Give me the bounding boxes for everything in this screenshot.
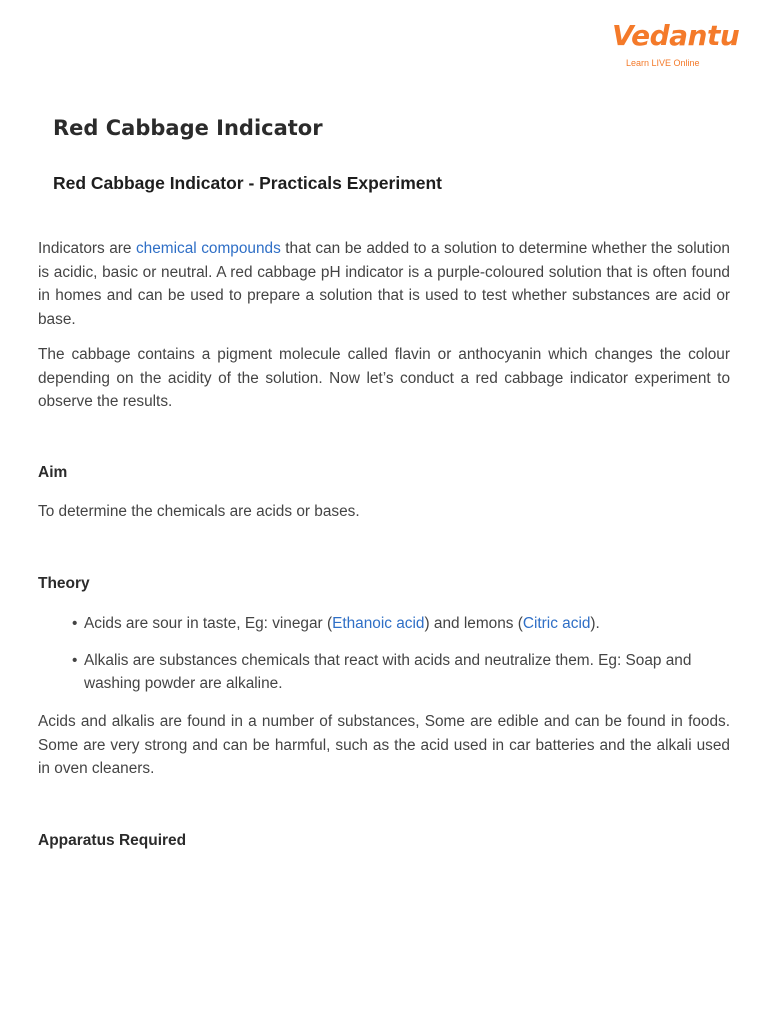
logo-wordmark: Vedantu xyxy=(612,19,740,52)
cabbage-paragraph: The cabbage contains a pigment molecule called flavin or anthocyanin which changes the colour depending on the acidity of the solution. Now let’s conduct a red cabbage indicator experiment to observe the results. xyxy=(38,346,730,410)
aim-text: To determine the chemicals are acids or bases. xyxy=(38,503,360,520)
theory-heading: Theory xyxy=(38,575,90,592)
bullet-icon: • xyxy=(72,615,78,632)
list-item xyxy=(72,612,730,636)
intro-text-start: Indicators are xyxy=(38,240,136,257)
intro-text-end: that can be added to a solution to determine whether the solution is acidic, basic or neutral. A red cabbage pH indicator is a purple-coloured solution that is often found in homes and can be used to prepare a solution that is used to test whether substances are acid or base. xyxy=(38,240,730,328)
bullet-text: Acids are sour in taste, Eg: vinegar ( xyxy=(84,615,333,632)
intro-paragraph xyxy=(38,237,730,331)
page-title: Red Cabbage Indicator xyxy=(53,116,323,140)
theory-list xyxy=(72,612,730,696)
bullet-text: ) and lemons ( xyxy=(424,615,523,632)
apparatus-heading: Apparatus Required xyxy=(38,832,187,849)
vedantu-logo xyxy=(612,18,740,72)
page-subtitle: Red Cabbage Indicator - Practicals Experiment xyxy=(53,173,443,193)
acids-alkalis-paragraph: Acids and alkalis are found in a number of substances, Some are edible and can be found in foods. Some are very strong and can be harmful, such as the acid used in car batteries and the alkali used in oven cleaners. xyxy=(38,713,730,777)
bullet-icon: • xyxy=(72,651,78,669)
logo-tagline: Learn LIVE Online xyxy=(626,58,700,68)
citric-acid-link[interactable]: Citric acid xyxy=(522,615,591,632)
bullet-text: Alkalis are substances chemicals that react with acids and neutralize them. Eg: Soap and washing powder are alkaline. xyxy=(84,651,692,692)
aim-heading: Aim xyxy=(38,464,68,481)
list-item xyxy=(72,649,730,696)
chemical-compounds-link[interactable]: chemical compounds xyxy=(135,240,281,257)
bullet-text: ). xyxy=(590,615,600,632)
ethanoic-acid-link[interactable]: Ethanoic acid xyxy=(332,615,425,632)
